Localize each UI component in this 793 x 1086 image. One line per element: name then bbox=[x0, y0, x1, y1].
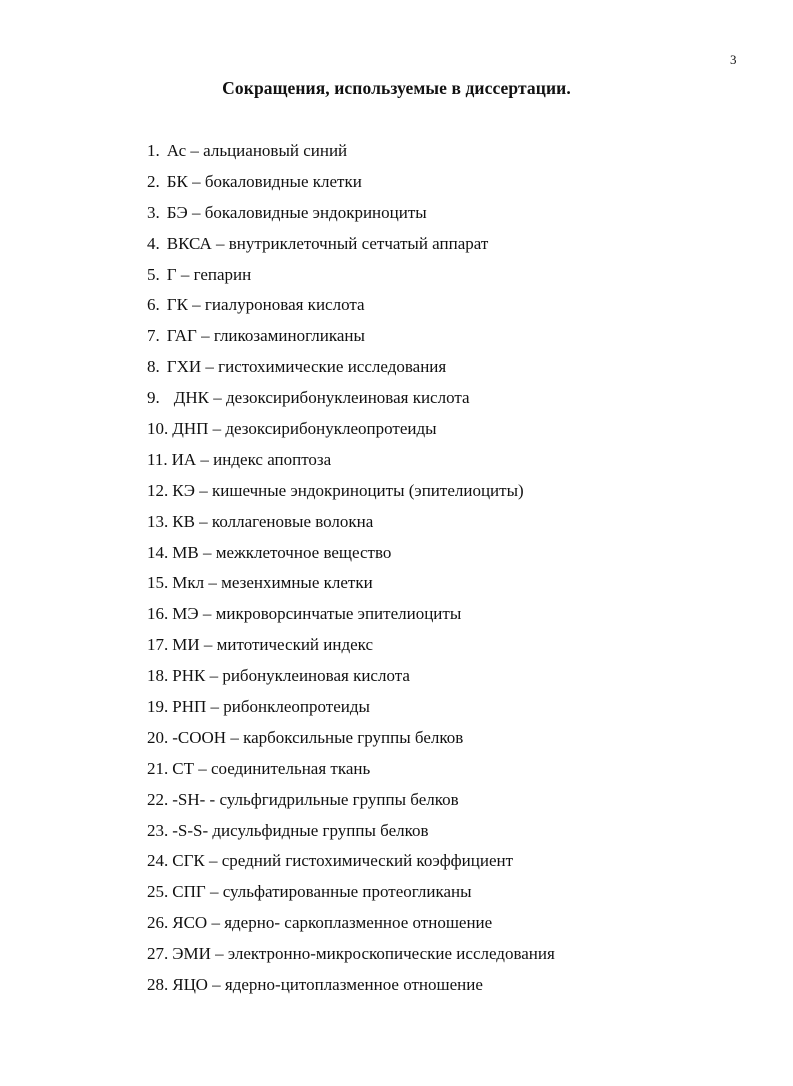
item-number: 28. bbox=[147, 975, 169, 995]
item-number: 16. bbox=[147, 604, 169, 624]
item-text: МВ – межклеточное вещество bbox=[172, 542, 392, 562]
page-number: 3 bbox=[730, 52, 737, 67]
item-number: 21. bbox=[147, 758, 169, 778]
item-number: 22. bbox=[147, 789, 169, 809]
list-item bbox=[147, 538, 555, 569]
item-text: СПГ – сульфатированные протеогликаны bbox=[172, 882, 472, 902]
item-number: 20. bbox=[147, 727, 169, 747]
item-text: ГАГ – гликозаминогликаны bbox=[166, 326, 365, 346]
item-text: ЭМИ – электронно-микроскопические исследования bbox=[172, 944, 555, 964]
list-item bbox=[147, 476, 555, 507]
list-item bbox=[147, 167, 555, 198]
item-text: КВ – коллагеновые волокна bbox=[172, 511, 374, 531]
item-text: БК – бокаловидные клетки bbox=[166, 171, 362, 191]
list-item bbox=[147, 568, 555, 599]
item-text: ВКСА – внутриклеточный сетчатый аппарат bbox=[166, 233, 489, 253]
item-text: СТ – соединительная ткань bbox=[172, 758, 371, 778]
list-item bbox=[147, 599, 555, 630]
list-item bbox=[147, 723, 555, 754]
item-text: ИА – индекс апоптоза bbox=[171, 449, 332, 469]
list-item bbox=[147, 260, 555, 291]
list-item bbox=[147, 414, 555, 445]
list-item bbox=[147, 939, 555, 970]
item-number: 2. bbox=[147, 171, 160, 191]
abbreviation-list bbox=[147, 136, 555, 1001]
list-item bbox=[147, 352, 555, 383]
item-number: 13. bbox=[147, 511, 169, 531]
item-text: РНК – рибонуклеиновая кислота bbox=[172, 666, 410, 686]
item-number: 8. bbox=[147, 357, 160, 377]
list-item bbox=[147, 290, 555, 321]
item-text: СГК – средний гистохимический коэффициент bbox=[172, 851, 514, 871]
item-number: 3. bbox=[147, 202, 160, 222]
item-number: 10. bbox=[147, 419, 169, 439]
item-number: 1. bbox=[147, 141, 160, 160]
item-text: -СООН – карбоксильные группы белков bbox=[172, 727, 464, 747]
list-item bbox=[147, 321, 555, 352]
list-item bbox=[147, 908, 555, 939]
item-number: 9. bbox=[147, 388, 160, 408]
item-text: -S-S- дисульфидные группы белков bbox=[172, 820, 429, 840]
list-item bbox=[147, 661, 555, 692]
item-number: 14. bbox=[147, 542, 169, 562]
item-number: 19. bbox=[147, 697, 169, 717]
item-text: Мкл – мезенхимные клетки bbox=[172, 573, 373, 593]
list-item bbox=[147, 970, 555, 1001]
item-text: ДНП – дезоксирибонуклеопротеиды bbox=[172, 419, 437, 439]
page-title: Сокращения, используемые в диссертации. bbox=[222, 78, 571, 98]
list-item bbox=[147, 507, 555, 538]
item-number: 17. bbox=[147, 635, 169, 655]
item-number: 12. bbox=[147, 480, 169, 500]
item-number: 11. bbox=[147, 449, 168, 469]
list-item bbox=[147, 785, 555, 816]
item-text: ЯСО – ядерно- саркоплазменное отношение bbox=[172, 913, 493, 933]
item-text: МИ – митотический индекс bbox=[172, 635, 374, 655]
item-text: ГК – гиалуроновая кислота bbox=[166, 295, 365, 315]
list-item bbox=[147, 846, 555, 877]
list-item bbox=[147, 198, 555, 229]
item-number: 23. bbox=[147, 820, 169, 840]
item-text: МЭ – микроворсинчатые эпителиоциты bbox=[172, 604, 462, 624]
list-item bbox=[147, 877, 555, 908]
item-number: 25. bbox=[147, 882, 169, 902]
list-item bbox=[147, 630, 555, 661]
item-text: -SH- - сульфгидрильные группы белков bbox=[172, 789, 459, 809]
list-item bbox=[147, 816, 555, 847]
list-item bbox=[147, 445, 555, 476]
item-text: ГХИ – гистохимические исследования bbox=[166, 357, 447, 377]
list-item bbox=[147, 754, 555, 785]
item-number: 27. bbox=[147, 944, 169, 964]
item-number: 18. bbox=[147, 666, 169, 686]
list-item bbox=[147, 383, 555, 414]
item-text: ДНК – дезоксирибонуклеиновая кислота bbox=[173, 388, 470, 408]
item-number: 15. bbox=[147, 573, 169, 593]
item-number: 24. bbox=[147, 851, 169, 871]
item-number: 7. bbox=[147, 326, 160, 346]
item-number: 6. bbox=[147, 295, 160, 315]
item-number: 5. bbox=[147, 264, 160, 284]
list-item bbox=[147, 229, 555, 260]
item-text: РНП – рибонклеопротеиды bbox=[172, 697, 370, 717]
item-text: Г – гепарин bbox=[166, 264, 252, 284]
item-text: БЭ – бокаловидные эндокриноциты bbox=[166, 202, 427, 222]
item-text: ЯЦО – ядерно-цитоплазменное отношение bbox=[172, 975, 483, 995]
item-number: 26. bbox=[147, 913, 169, 933]
list-item bbox=[147, 692, 555, 723]
item-number: 4. bbox=[147, 233, 160, 253]
item-text: КЭ – кишечные эндокриноциты (эпителиоциты) bbox=[172, 480, 524, 500]
list-item bbox=[147, 136, 555, 167]
item-text: Ас – альциановый синий bbox=[166, 141, 348, 160]
